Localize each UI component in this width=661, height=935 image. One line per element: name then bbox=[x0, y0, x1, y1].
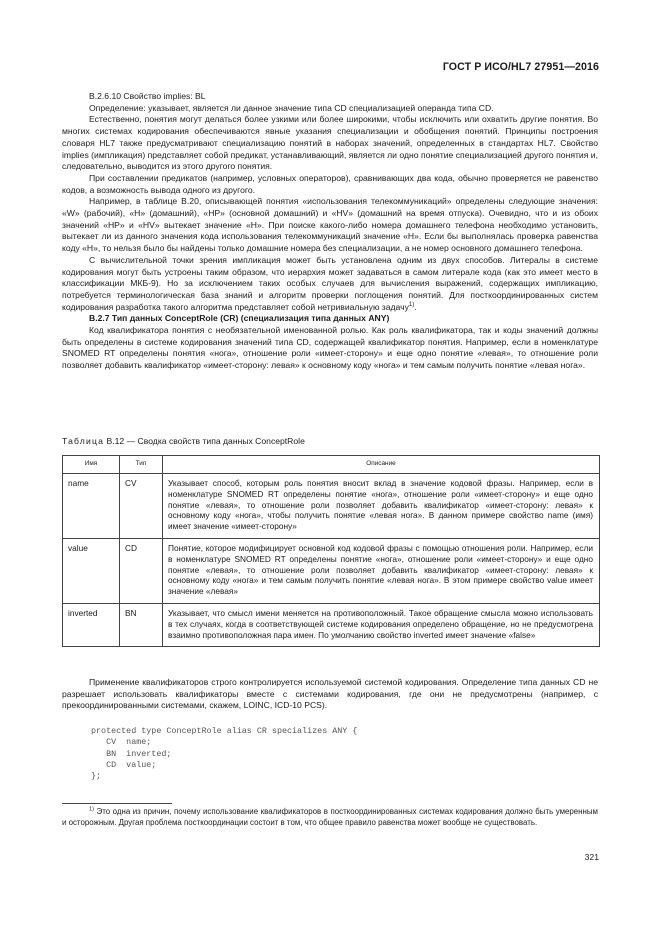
table-caption-prefix: Таблица bbox=[62, 436, 105, 446]
cell-description: Понятие, которое модифицирует основной код кодовой фразы с помощью отношения роли. Например, если в номенклатуре SNOMED RT определены понятие «нога», отношение роли «имеет-сторону» и еще одно понятие «левая», то отношение роли позволяет добавить квалификатор «имеет-сторону: левая» к основному коду «нога» и тем самым получить понятие «левая нога». В этом примере свойство value имеет значение «левая» bbox=[163, 538, 600, 603]
table-row bbox=[63, 474, 600, 539]
table-row bbox=[63, 603, 600, 646]
paragraph-end: . bbox=[414, 301, 417, 312]
code-block bbox=[91, 726, 357, 782]
after-table-text bbox=[62, 677, 598, 712]
column-header-description: Описание bbox=[163, 456, 600, 474]
paragraph: Применение квалификаторов строго контролируется используемой системой кодирования. Определение типа данных CD не разрешает использовать квалификаторы вместе с системами кодирования, где они не предусмотрены (например, с прекоординированными системами, скажем, LOINC, ICD-10 PCS). bbox=[62, 677, 598, 711]
definition-paragraph: Определение: указывает, является ли данное значение типа CD специализацией операнда типа CD. bbox=[89, 102, 494, 113]
paragraph: Например, в таблице B.20, описывающей понятия «использования телекоммуникаций» определены следующие значения: «W» (рабочий), «H» (домашний), «HP» (основной домашний) и «HV» (домашний на время отпуска). Очевидно, что и из обоих значений «HP» и «HV» вытекает значение «H». При поиске какого-либо номера домашнего телефона необходимо установить, вытекает ли из данного значения кода использования телекоммуникаций значение «H». Если бы выполнялась проверка равенства коду «H», то нельзя было бы найдены только домашние номера без специализации, а не номер основного домашнего телефона. bbox=[62, 196, 598, 254]
paragraph bbox=[62, 255, 598, 314]
cell-type: BN bbox=[120, 603, 163, 646]
cell-description: Указывает способ, которым роль понятия вносит вклад в значение кодовой фразы. Например, если в номенклатуре SNOMED RT определены понятие «нога», отношение роли «имеет-сторону» и еще одно понятие «левая», то отношение роли позволяет добавить квалификатор «имеет-сторону: левая» к основному коду «нога», чтобы получить понятие «левая нога». В данном примере свойство name (имя) имеет значение «имеет-сторону» bbox=[163, 474, 600, 539]
table-caption-text: B.12 — Сводка свойств типа данных ConceptRole bbox=[104, 436, 305, 446]
table-header-row bbox=[63, 456, 600, 474]
subsection-heading: B.2.7 Тип данных ConceptRole (CR) (специализация типа данных ANY) bbox=[89, 313, 390, 324]
column-header-name: Имя bbox=[63, 456, 120, 474]
paragraph: Код квалификатора понятия с необязательной именованной ролью. Как роль квалификатора, так и коды значений должны быть определены в системе кодирования значений типа CD, содержащей квалификатор понятия. Например, если в номенклатуре SNOMED RT определены понятия «нога», отношение роли «имеет-сторону» и еще одно понятие «левая», то отношение роли позволяет добавить квалификатор «имеет-сторону: левая» к основному коду «нога» и тем самым получить понятие «левая нога». bbox=[62, 325, 598, 371]
column-header-type: Тип bbox=[120, 456, 163, 474]
footnote-reference[interactable]: 1) bbox=[408, 301, 415, 308]
cell-description: Указывает, что смысл имени меняется на противоположный. Такое обращение смысла можно использовать в тех случаях, когда в соответствующей системе кодирования определено обращение, но не предусмотрена взаимно противоположная пара имен. По умолчанию свойство inverted имеет значение «false» bbox=[163, 603, 600, 646]
properties-table bbox=[62, 455, 600, 647]
footnote-divider bbox=[62, 803, 172, 804]
cell-type: CD bbox=[120, 538, 163, 603]
body-text bbox=[62, 91, 598, 372]
footnote-marker: 1) bbox=[89, 806, 94, 813]
code-line: CD value; bbox=[91, 759, 157, 770]
cell-name: name bbox=[63, 474, 120, 539]
paragraph: При составлении предикатов (например, условных операторов), сравнивающих два кода, обычно проверяется не равенство кодов, а возможность вывода одного из другого. bbox=[62, 172, 598, 195]
cell-name: value bbox=[63, 538, 120, 603]
footnote-paragraph bbox=[62, 806, 598, 828]
code-line: protected type ConceptRole alias CR specializes ANY { bbox=[91, 726, 358, 736]
page-header: ГОСТ Р ИСО/HL7 27951—2016 bbox=[442, 61, 599, 73]
code-line: BN inverted; bbox=[91, 748, 172, 759]
section-heading: B.2.6.10 Свойство implies: BL bbox=[89, 91, 206, 101]
code-line: CV name; bbox=[91, 737, 152, 748]
cell-name: inverted bbox=[63, 603, 120, 646]
footnote bbox=[62, 806, 598, 828]
footnote-text: Это одна из причин, почему использование квалификаторов в посткоординированных системах кодирования должно быть умеренным и осторожным. Другая проблема посткоординации состоит в том, что общее правило равенства может вообще не существовать. bbox=[62, 807, 598, 827]
paragraph: Естественно, понятия могут делаться более узкими или более широкими, чтобы исключить или охватить другие понятия. Во многих системах кодирования обеспечиваются явные указания специализации и обобщения понятий. Принципы построения словаря HL7 также предусматривают специализацию понятий в наборах значений, определенных в стандартах HL7. Свойство implies (импликация) представляет собой предикат, устанавливающий, является ли одно понятие специализацией другого понятия и, следовательно, выводится из этого другого понятия. bbox=[62, 114, 598, 172]
page-number: 321 bbox=[584, 852, 599, 862]
code-line: }; bbox=[91, 771, 102, 782]
table-row bbox=[63, 538, 600, 603]
paragraph-text: С вычислительной точки зрения импликация может быть установлена одним из двух способов. Литералы в системе кодирования могут быть устроены таким образом, что иерархия может задаваться в самом литерале кода (как это имеет место в классификации МКБ-9). Но за исключением таких особых случаев для вычисления выражений, содержащих импликацию, потребуется терминологическая база знаний и алгоритм проверки поглощения понятий. Для посткоординированных систем кодирования разработка такого алгоритма представляет собой нетривиальную задачу bbox=[62, 254, 598, 312]
table-caption bbox=[62, 436, 305, 446]
cell-type: CV bbox=[120, 474, 163, 539]
